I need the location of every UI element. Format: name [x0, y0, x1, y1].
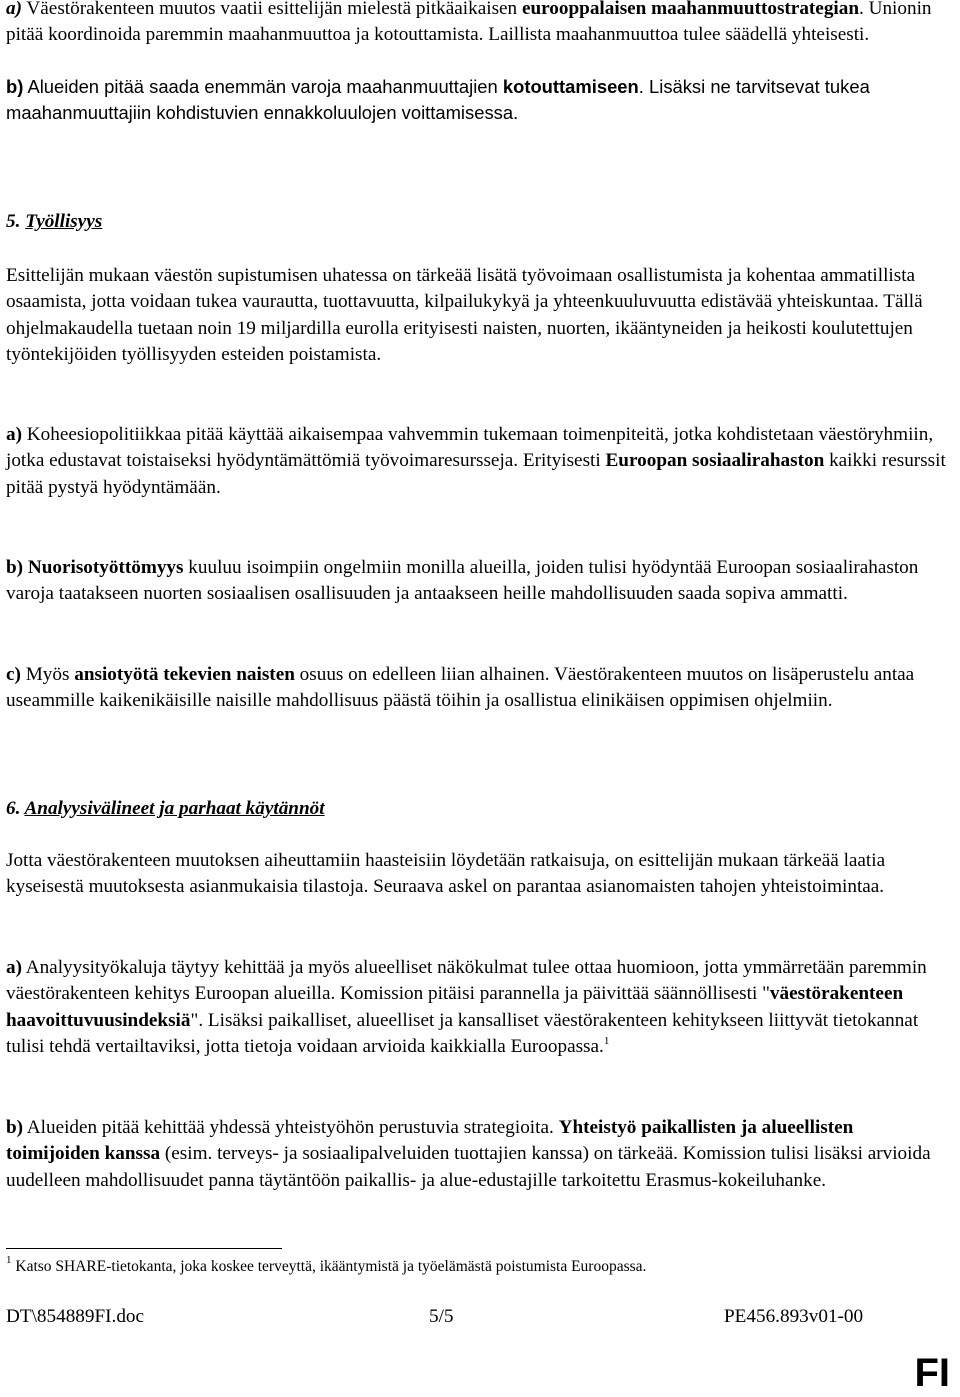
- footer-doc-id: DT\854889FI.doc: [6, 1306, 145, 1327]
- footer-page-number: 5/5: [429, 1306, 454, 1327]
- bold-phrase: Nuorisotyöttömyys: [27, 557, 184, 578]
- item-label: a): [6, 0, 22, 19]
- footnote-reference[interactable]: 1: [603, 1035, 610, 1048]
- bold-phrase: ansiotyötä tekevien naisten: [74, 664, 295, 685]
- bold-phrase: eurooppalaisen maahanmuuttostrategian: [521, 0, 860, 19]
- language-code: FI: [914, 1351, 950, 1395]
- paragraph-working-women: c) Myös ansiotyötä tekevien naisten osuus on edelleen liian alhainen. Väestörakenteen muutos on lisäperustelu antaa useammille kaikenikäisille naisille mahdollisuus päästä töihin ja osallistua elinikäisen oppimisen ohjelmiin.: [6, 664, 915, 712]
- item-label: a): [6, 424, 22, 445]
- footnote-marker: 1: [6, 1254, 12, 1266]
- bold-phrase: väestörakenteen haavoittuvuusindeksiä: [6, 983, 904, 1031]
- item-label: b): [6, 557, 24, 578]
- item-label: a): [6, 957, 22, 978]
- section-title: Analyysivälineet ja parhaat käytännöt: [24, 798, 325, 819]
- item-label: c): [6, 664, 21, 685]
- bold-phrase: kotouttamiseen: [502, 76, 639, 97]
- footnote: $^1$ Katso SHARE-tietokanta, joka koskee terveyttä, ikääntymistä ja työelämästä poistumista Euroopassa.: [6, 1254, 647, 1275]
- paragraph-youth-unemployment: b) Nuorisotyöttömyys kuuluu isoimpiin ongelmiin monilla alueilla, joiden tulisi hyödyntää Euroopan sosiaalirahaston varoja taatakseen nuorten sosiaalisen osallisuuden ja antaakseen heille mahdollisuuden saada sopiva ammatti.: [6, 557, 919, 605]
- section-number: 6.: [6, 798, 21, 819]
- section-heading-employment: [6, 209, 102, 235]
- item-label: b): [6, 1117, 24, 1138]
- section-heading-analysis-tools: [6, 796, 325, 822]
- footnote-separator: [6, 1248, 282, 1249]
- paragraph-analysis-intro: Jotta väestörakenteen muutoksen aiheuttamiin haasteisiin löydetään ratkaisuja, on esittelijän mukaan tärkeää laatia kyseisestä muutoksesta asianmukaisia tilastoja. Seuraava askel on parantaa asianomaisten tahojen yhteistoimintaa.: [6, 850, 886, 898]
- paragraph-analysis-tools: a) Analyysityökaluja täytyy kehittää ja myös alueelliset näkökulmat tulee ottaa huomioon, jotta ymmärretään paremmin väestörakenteen kehitys Euroopan alueilla. Komission pitäisi parannella ja päivittää säännöllisesti "väestörakenteen haavoittuvuusindeksiä". Lisäksi paikalliset, alueelliset ja kansalliset väestörakenteen kehitykseen liittyvät tietokannat tulisi tehdä vertailtaviksi, jotta tietoja voidaan arvioida kaikkialla Euroopassa.$^1$: [6, 957, 927, 1058]
- paragraph-migration-strategy: a) Väestörakenteen muutos vaatii esittelijän mielestä pitkäaikaisen eurooppalaisen maahanmuuttostrategian. Unionin pitää koordinoida paremmin maahanmuuttoa ja kotouttamista. Laillista maahanmuuttoa tulee säädellä yhteisesti.: [6, 0, 932, 46]
- paragraph-employment-intro: Esittelijän mukaan väestön supistumisen uhatessa on tärkeää lisätä työvoimaan osallistumista ja kohentaa ammatillista osaamista, jotta voidaan tukea vaurautta, tuottavuutta, kilpailukykyä ja yhteenkuuluvuutta edistävää yhteiskuntaa. Tällä ohjelmakaudella tuetaan noin 19 miljardilla eurolla erityisesti naisten, nuorten, ikääntyneiden ja heikosti koulutettujen työntekijöiden työllisyyden esteiden poistamista.: [6, 265, 923, 366]
- item-label: b): [6, 76, 24, 97]
- section-title: Työllisyys: [25, 211, 103, 232]
- bold-phrase: Yhteistyö paikallisten ja alueellisten toimijoiden kanssa: [6, 1117, 854, 1165]
- bold-phrase: Euroopan sosiaalirahaston: [605, 450, 825, 472]
- section-number: 5.: [6, 211, 21, 232]
- paragraph-regional-strategies: b) Alueiden pitää kehittää yhdessä yhteistyöhön perustuvia strategioita. Yhteistyö paikallisten ja alueellisten toimijoiden kanssa (esim. terveys- ja sosiaalipalveluiden tuottajien kanssa) on tärkeää. Komission tulisi lisäksi arvioida uudelleen mahdollisuudet panna täytäntöön paikallis- ja alue-edustajille tarkoitettu Erasmus-kokeiluhanke.: [6, 1117, 931, 1191]
- paragraph-cohesion-policy: a) Koheesiopolitiikkaa pitää käyttää aikaisempaa vahvemmin tukemaan toimenpiteitä, jotka kohdistetaan väestöryhmiin, jotka edustavat toistaiseksi hyödyntämättömiä työvoimaresursseja. Erityisesti Euroopan sosiaalirahaston kaikki resurssit pitää pystyä hyödyntämään.: [6, 424, 946, 498]
- footer-reference: PE456.893v01-00: [724, 1306, 864, 1327]
- paragraph-integration-funding: b) Alueiden pitää saada enemmän varoja maahanmuuttajien kotouttamiseen. Lisäksi ne tarvitsevat tukea maahanmuuttajiin kohdistuvien ennakkoluulojen voittamisessa.: [6, 76, 870, 124]
